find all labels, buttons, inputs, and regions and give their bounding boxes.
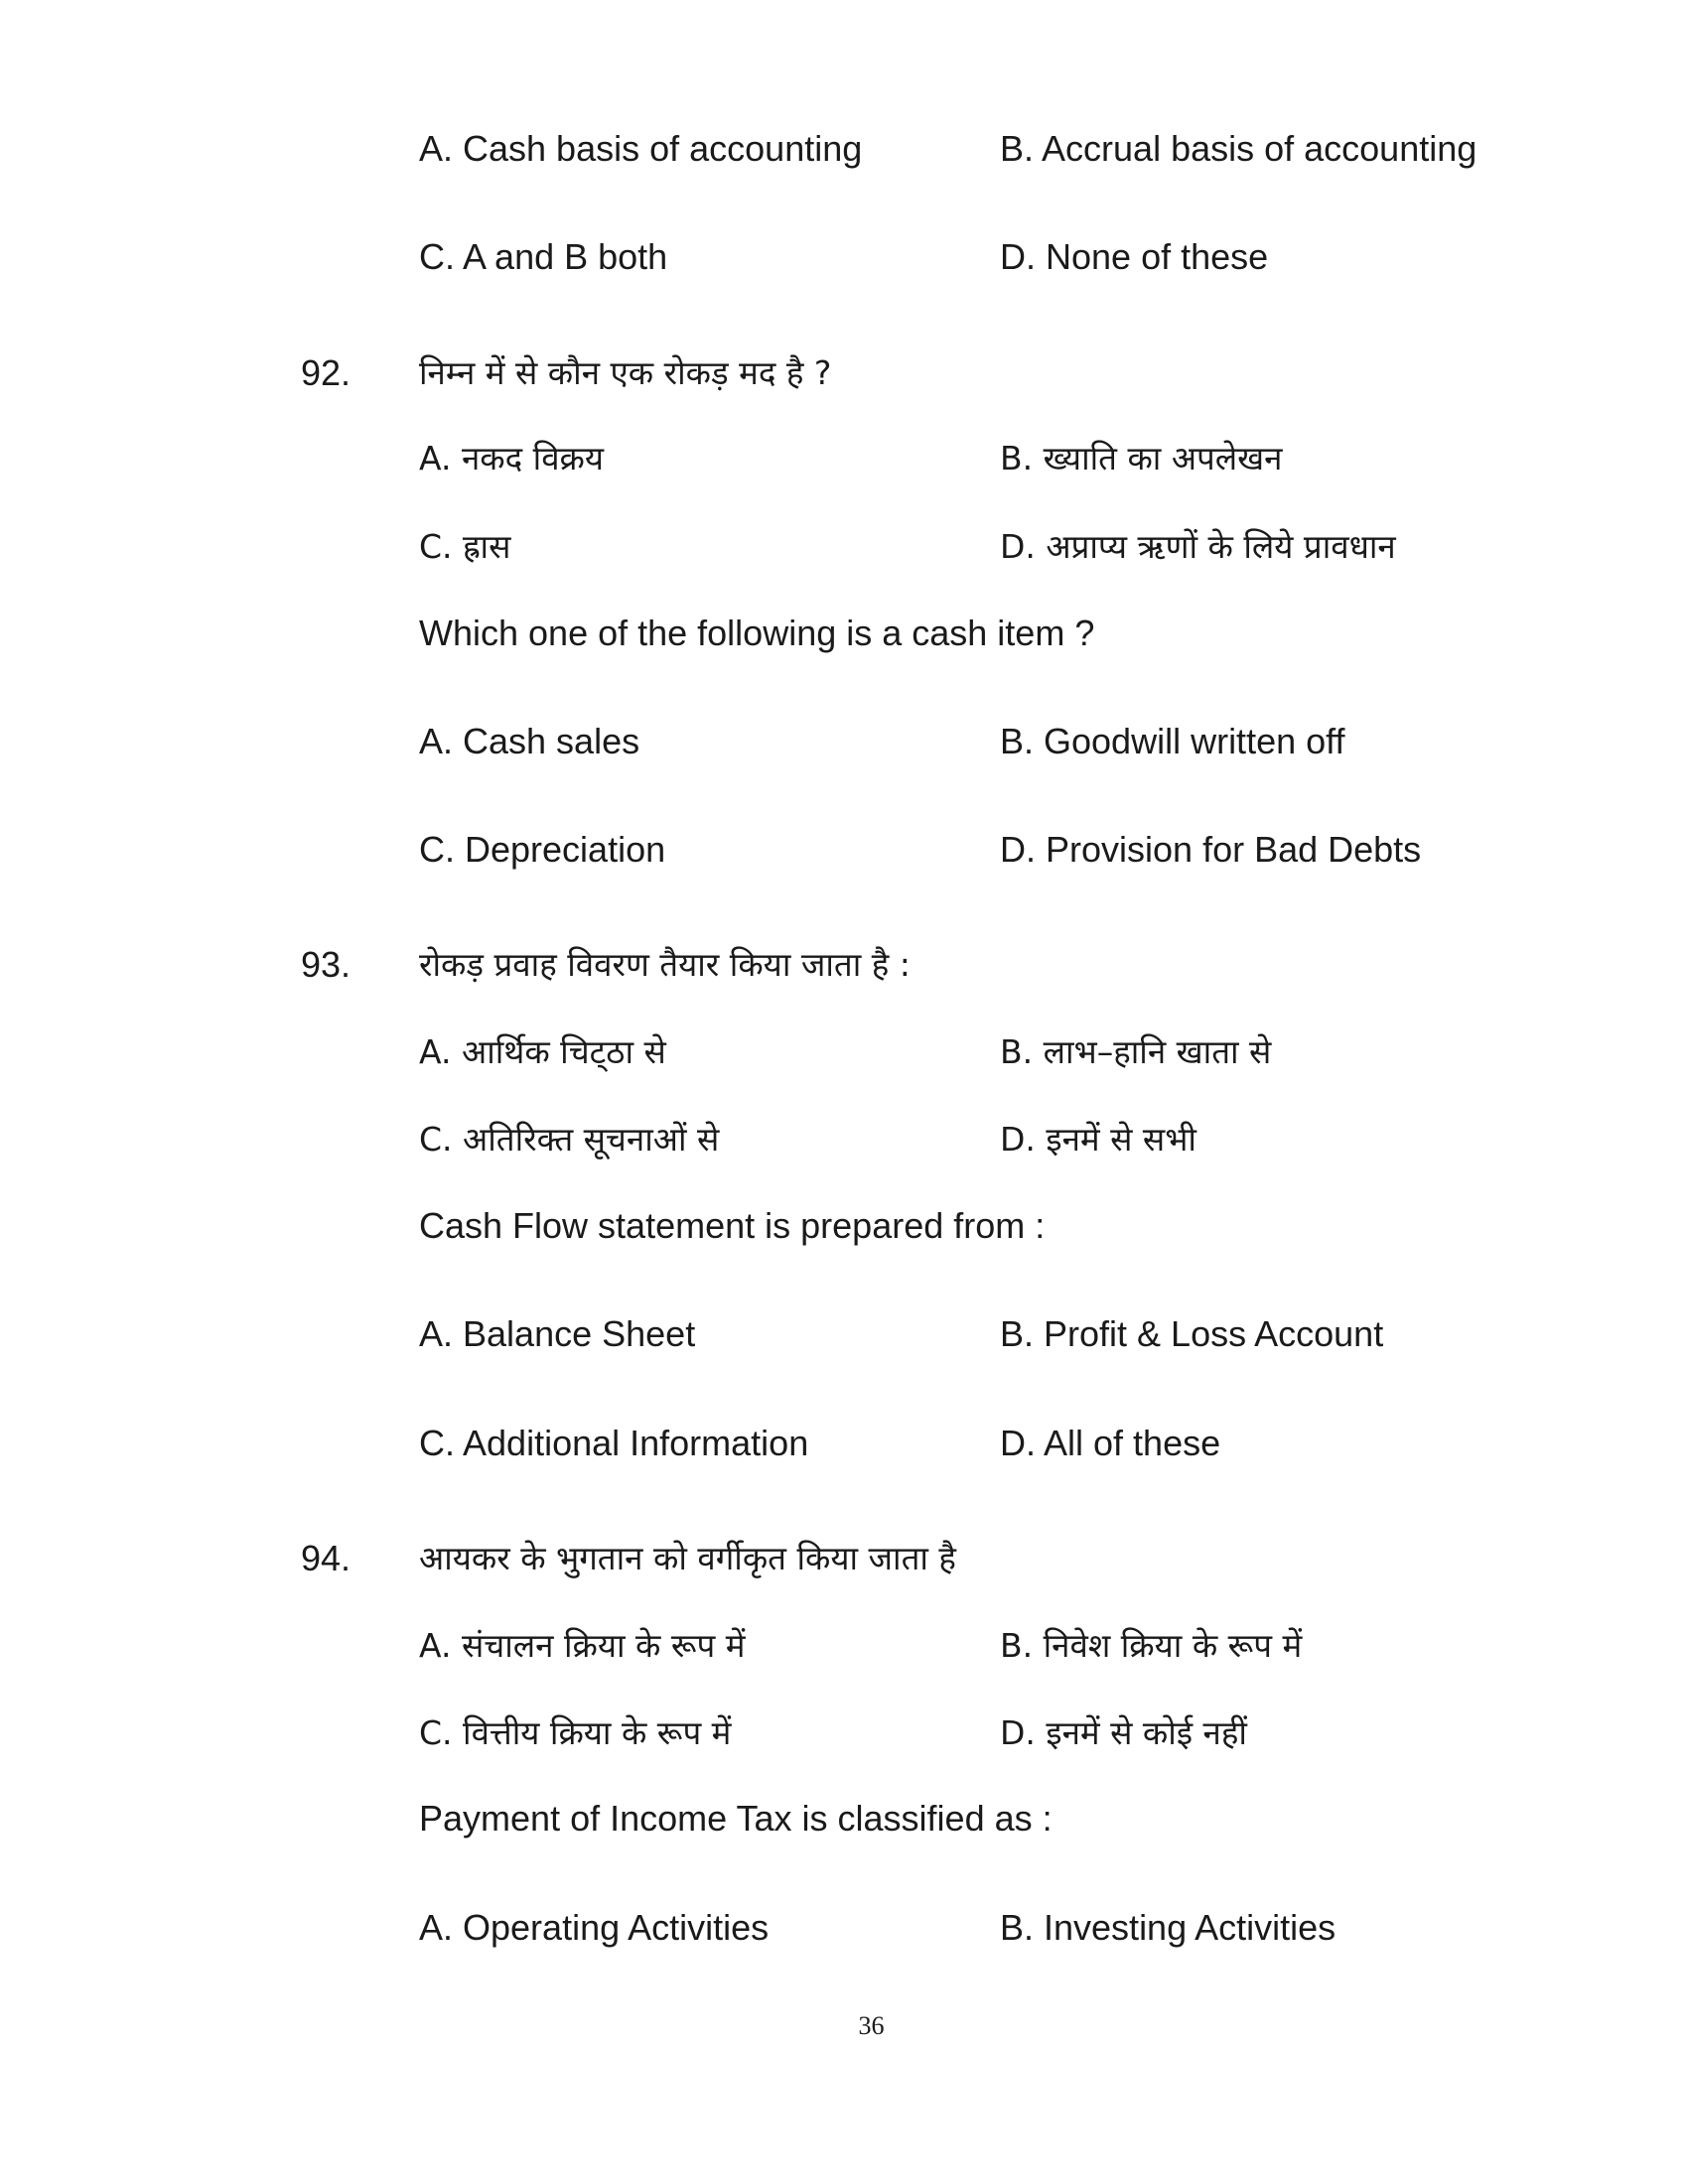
q93-option-b-hindi: B. लाभ–हानि खाता से [1000, 1032, 1272, 1071]
q94-number: 94. [301, 1538, 352, 1578]
q94-option-d-hindi: D. इनमें से कोई नहीं [1000, 1713, 1247, 1752]
q92-question-english: Which one of the following is a cash item ? [419, 613, 1095, 653]
q93-option-c: C. Additional Information [419, 1423, 809, 1463]
page-number: 36 [858, 2011, 885, 2040]
prev-option-a: A. Cash basis of accounting [419, 128, 863, 169]
q94-question-english: Payment of Income Tax is classified as : [419, 1798, 1053, 1839]
q92-option-c: C. Depreciation [419, 829, 666, 870]
q92-option-a-hindi: A. नकद विक्रय [419, 439, 605, 478]
q92-question-hindi: निम्न में से कौन एक रोकड़ मद है ? [419, 353, 832, 392]
prev-option-c: C. A and B both [419, 236, 668, 277]
q94-option-b-hindi: B. निवेश क्रिया के रूप में [1000, 1626, 1303, 1665]
q93-question-hindi: रोकड़ प्रवाह विवरण तैयार किया जाता है : [419, 945, 911, 984]
prev-option-d: D. None of these [1000, 236, 1269, 277]
q93-option-b: B. Profit & Loss Account [1000, 1313, 1384, 1354]
q94-question-hindi: आयकर के भुगतान को वर्गीकृत किया जाता है [419, 1539, 956, 1577]
q94-option-b: B. Investing Activities [1000, 1907, 1336, 1948]
q92-option-d-hindi: D. अप्राप्य ऋणों के लिये प्रावधान [1000, 527, 1396, 566]
q93-option-a-hindi: A. आर्थिक चिट्‌ठा से [419, 1032, 666, 1071]
q92-option-d: D. Provision for Bad Debts [1000, 829, 1422, 870]
q92-option-b: B. Goodwill written off [1000, 721, 1345, 761]
q93-option-d-hindi: D. इनमें से सभी [1000, 1120, 1196, 1159]
q92-number: 92. [301, 352, 352, 393]
prev-option-b: B. Accrual basis of accounting [1000, 128, 1477, 169]
q92-option-b-hindi: B. ख्याति का अपलेखन [1000, 439, 1283, 478]
q92-option-c-hindi: C. ह्रास [419, 527, 511, 566]
q94-option-a: A. Operating Activities [419, 1907, 770, 1948]
q92-option-a: A. Cash sales [419, 721, 640, 761]
q93-option-a: A. Balance Sheet [419, 1313, 696, 1354]
q94-option-c-hindi: C. वित्तीय क्रिया के रूप में [419, 1713, 732, 1752]
q93-question-english: Cash Flow statement is prepared from : [419, 1205, 1046, 1246]
q93-option-c-hindi: C. अतिरिक्त सूचनाओं से [419, 1120, 720, 1159]
q93-number: 93. [301, 944, 352, 985]
q94-option-a-hindi: A. संचालन क्रिया के रूप में [419, 1626, 746, 1665]
q93-option-d: D. All of these [1000, 1423, 1221, 1463]
